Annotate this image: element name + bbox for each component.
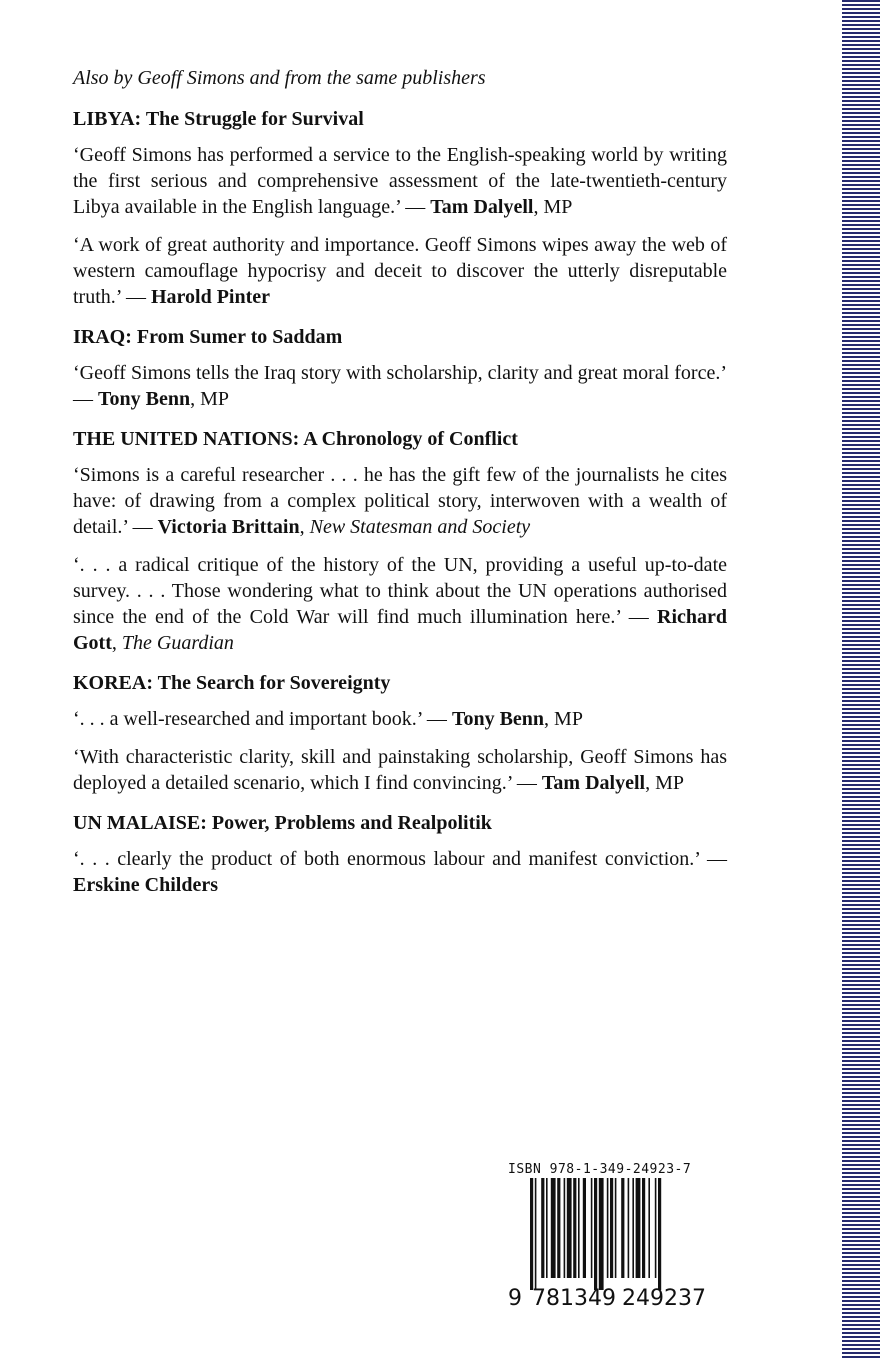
spine-stripe-decoration — [842, 0, 880, 1360]
review-quote: ‘Simons is a careful researcher . . . he has the gift few of the journalists he cites have: of drawing from a complex political story, interwoven with a wealth of detail.’ — Victoria Brittain, New Statesman and Society — [73, 464, 727, 538]
barcode-digit-first: 9 — [508, 1286, 522, 1311]
book-title: IRAQ: From Sumer to Saddam — [73, 326, 343, 348]
book-iraq — [73, 324, 727, 412]
review-author: Tam Dalyell — [541, 772, 646, 794]
isbn-label: ISBN 978-1-349-24923-7 — [508, 1162, 692, 1177]
book-title: UN MALAISE: Power, Problems and Realpolitik — [73, 812, 492, 834]
intro-line: Also by Geoff Simons and from the same publishers — [73, 67, 486, 89]
review-quote: ‘. . . a well-researched and important book.’ — Tony Benn, MP — [73, 708, 583, 730]
review-author: Tony Benn — [98, 388, 191, 410]
isbn-barcode — [508, 1162, 748, 1311]
barcode-digits-left: 781349 — [532, 1286, 616, 1311]
book-un-malaise — [73, 810, 727, 898]
back-cover-text — [73, 64, 727, 910]
barcode-bars-icon — [530, 1178, 720, 1290]
review-quote: ‘. . . a radical critique of the history of the UN, providing a useful up-to-date survey. . . . Those wondering what to think about the UN operations authorised since the end of the Cold War will find much illumination here.’ — Richard Gott, The Guardian — [73, 554, 727, 654]
review-quote: ‘Geoff Simons tells the Iraq story with scholarship, clarity and great moral force.’ — Tony Benn, MP — [73, 362, 727, 410]
barcode-digits — [508, 1286, 748, 1311]
book-korea — [73, 670, 727, 796]
book-title: LIBYA: The Struggle for Survival — [73, 108, 364, 130]
review-quote: ‘. . . clearly the product of both enormous labour and manifest conviction.’ — Erskine Childers — [73, 848, 727, 896]
review-author: Erskine Childers — [73, 874, 219, 896]
book-libya — [73, 106, 727, 310]
review-quote: ‘With characteristic clarity, skill and painstaking scholarship, Geoff Simons has deployed a detailed scenario, which I find convincing.’ — Tam Dalyell, MP — [73, 746, 727, 794]
review-source: New Statesman and Society — [309, 516, 531, 538]
review-author: Harold Pinter — [150, 286, 271, 308]
review-author: Victoria Brittain — [157, 516, 300, 538]
book-title: KOREA: The Search for Sovereignty — [73, 672, 391, 694]
review-author: Tam Dalyell — [430, 196, 534, 218]
book-title: THE UNITED NATIONS: A Chronology of Conflict — [73, 428, 518, 450]
barcode-digits-right: 249237 — [621, 1286, 706, 1311]
review-author: Richard Gott — [73, 606, 727, 654]
review-source: The Guardian — [121, 632, 234, 654]
book-united-nations — [73, 426, 727, 656]
review-quote: ‘Geoff Simons has performed a service to the English-speaking world by writing the first serious and comprehensive assessment of the late-twentieth-century Libya available in the English language.’ — Tam Dalyell, MP — [73, 144, 727, 218]
review-quote: ‘A work of great authority and importance. Geoff Simons wipes away the web of western camouflage hypocrisy and deceit to discover the utterly disreputable truth.’ — Harold Pinter — [73, 234, 727, 308]
review-author: Tony Benn — [451, 708, 545, 730]
